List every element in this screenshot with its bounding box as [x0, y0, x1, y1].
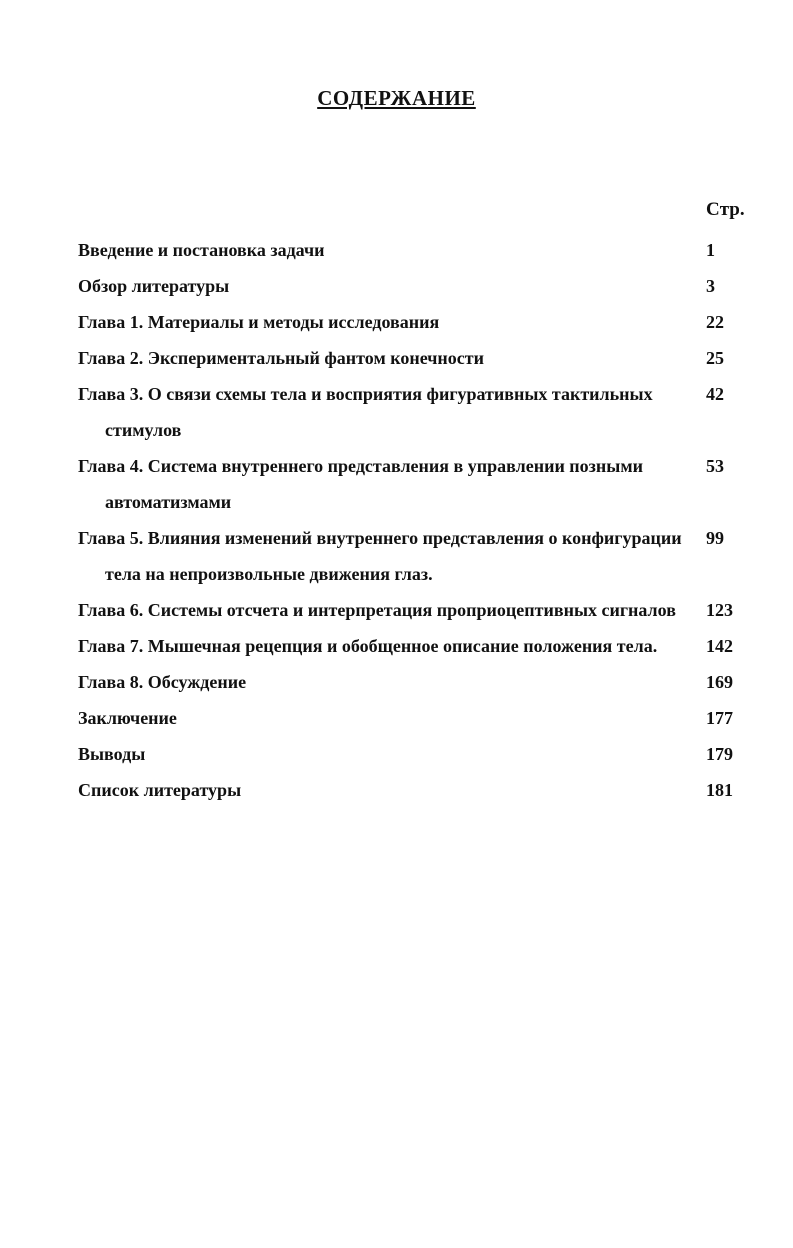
toc-entry-literature-review [78, 268, 748, 304]
toc-entry-page: 123 [706, 600, 733, 620]
toc-entry-page: 99 [706, 528, 724, 548]
toc-entry-conclusion [78, 700, 748, 736]
toc-entry-title: Глава 6. Системы отсчета и интерпретация проприоцептивных сигналов [78, 600, 676, 620]
toc-entry-chapter-4 [78, 448, 748, 520]
toc-entry-page: 42 [706, 384, 724, 404]
toc-entry-title: Список литературы [78, 780, 242, 800]
toc-entry-title: Глава 5. Влияния изменений внутреннего представления о конфигурации тела на непроизвольные движения глаз. [78, 528, 682, 584]
toc-entry-references [78, 772, 748, 808]
table-of-contents [78, 232, 748, 808]
toc-entry-page: 179 [706, 744, 733, 764]
toc-entry-title: Выводы [78, 744, 146, 764]
toc-entry-chapter-1 [78, 304, 748, 340]
toc-entry-title: Глава 4. Система внутреннего представления в управлении позными автоматизмами [78, 456, 643, 512]
toc-entry-chapter-6 [78, 592, 748, 628]
toc-entry-title: Глава 3. О связи схемы тела и восприятия фигуративных тактильных стимулов [78, 384, 653, 440]
toc-entry-title: Глава 2. Экспериментальный фантом конечности [78, 348, 484, 368]
toc-entry-page: 142 [706, 636, 733, 656]
toc-entry-chapter-3 [78, 376, 748, 448]
toc-entry-page: 177 [706, 708, 733, 728]
toc-entry-chapter-8 [78, 664, 748, 700]
toc-entry-page: 169 [706, 672, 733, 692]
toc-entry-title: Глава 8. Обсуждение [78, 672, 247, 692]
toc-entry-page: 181 [706, 780, 733, 800]
toc-entry-page: 1 [706, 240, 715, 260]
toc-entry-chapter-5 [78, 520, 748, 592]
toc-entry-chapter-7 [78, 628, 748, 664]
toc-entry-title: Обзор литературы [78, 276, 230, 296]
page-column-header: Cтр. [706, 199, 745, 220]
toc-entry-title: Глава 1. Материалы и методы исследования [78, 312, 440, 332]
toc-entry-title: Заключение [78, 708, 177, 728]
toc-entry-introduction [78, 232, 748, 268]
page-title: СОДЕРЖАНИЕ [317, 86, 476, 110]
toc-entry-title: Введение и постановка задачи [78, 240, 325, 260]
toc-entry-findings [78, 736, 748, 772]
toc-entry-page: 25 [706, 348, 724, 368]
toc-entry-chapter-2 [78, 340, 748, 376]
toc-entry-page: 22 [706, 312, 724, 332]
toc-entry-page: 3 [706, 276, 715, 296]
toc-entry-page: 53 [706, 456, 724, 476]
toc-entry-title: Глава 7. Мышечная рецепция и обобщенное описание положения тела. [78, 636, 658, 656]
